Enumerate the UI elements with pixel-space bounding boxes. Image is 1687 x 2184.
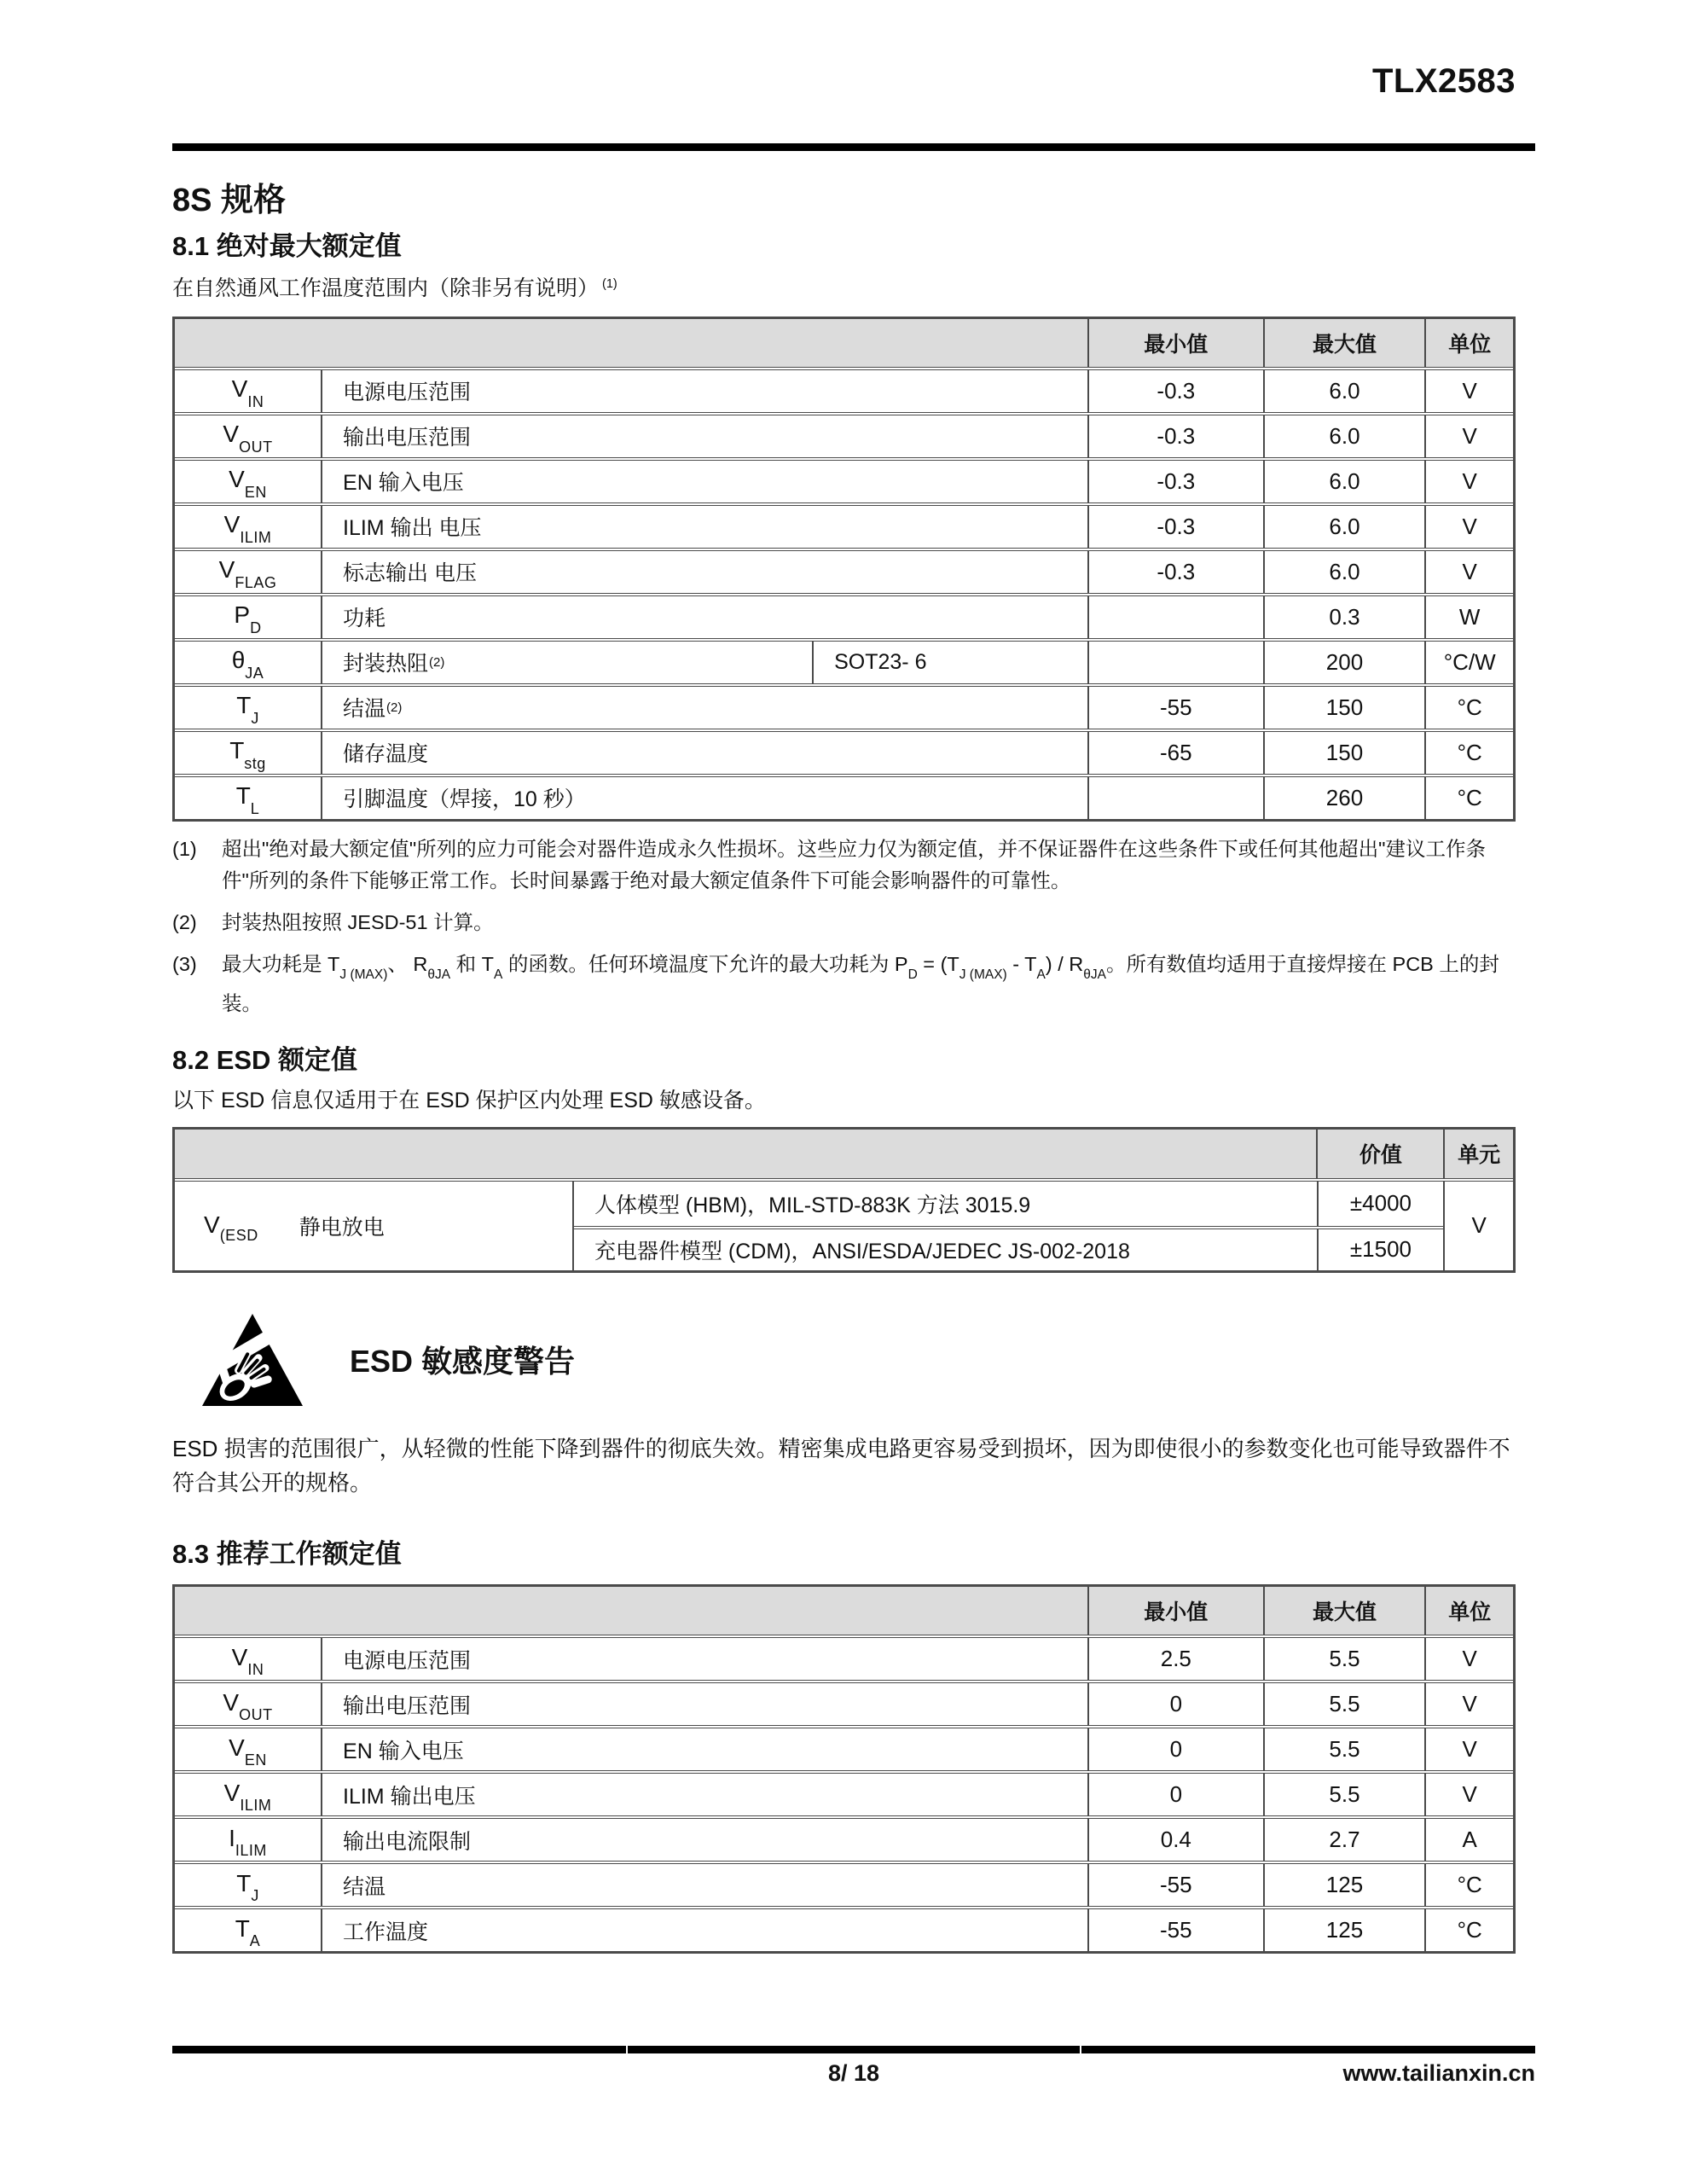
table-row <box>175 412 1513 457</box>
abs-max-ratings-table <box>172 317 1516 822</box>
footnotes <box>172 834 1516 1019</box>
description-text: 引脚温度（焊接，10 秒） <box>343 787 586 812</box>
value-cell: ±1500 <box>1317 1229 1444 1270</box>
table-row <box>175 1680 1513 1725</box>
max-cell: 5.5 <box>1263 1728 1425 1770</box>
symbol-base: T <box>236 1869 252 1896</box>
description-cell <box>321 732 1087 774</box>
symbol-subscript: EN <box>244 1751 267 1769</box>
max-cell: 125 <box>1263 1909 1425 1951</box>
symbol-cell <box>175 1638 321 1680</box>
unit-cell: V <box>1424 1683 1513 1725</box>
intro-8-1 <box>172 275 1516 303</box>
header-merged-cell <box>175 1587 1087 1635</box>
description-text: 标志输出 电压 <box>343 561 477 586</box>
symbol-base: V <box>231 1643 248 1670</box>
footnote-segment: A <box>494 967 503 982</box>
description-cell <box>321 1683 1087 1725</box>
description-text: 结温 <box>343 1874 386 1899</box>
esd-warning-title: ESD 敏感度警告 <box>350 1344 576 1380</box>
description-cell <box>321 687 1087 729</box>
footnote-segment: J (MAX) <box>959 967 1007 982</box>
table-row <box>175 457 1513 502</box>
page-footer <box>172 2046 1535 2096</box>
symbol-subscript: IN <box>247 392 264 410</box>
description-cell <box>321 551 1087 593</box>
unit-cell: °C <box>1424 1909 1513 1951</box>
header-min-cell: 最小值 <box>1087 1587 1263 1635</box>
symbol-cell <box>175 1774 321 1815</box>
value-cell: ±4000 <box>1317 1182 1444 1226</box>
table-row <box>175 1725 1513 1770</box>
header-merged-cell <box>175 319 1087 367</box>
symbol-text <box>229 737 266 772</box>
header-unit-cell: 单位 <box>1424 319 1513 367</box>
description-cell <box>321 1819 1087 1861</box>
symbol-text <box>229 1824 267 1859</box>
footnote-item <box>172 907 1516 938</box>
min-cell: 0 <box>1087 1728 1263 1770</box>
heading-8-1: 8.1 绝对最大额定值 <box>172 230 402 261</box>
recommended-ratings-table <box>172 1584 1516 1954</box>
symbol-subscript: J <box>251 709 259 727</box>
symbol-base: V <box>218 556 235 584</box>
description-text: EN 输入电压 <box>343 471 464 496</box>
description-text: ILIM 输出 电压 <box>343 516 482 541</box>
symbol-subscript: L <box>250 799 260 817</box>
table-row <box>175 367 1513 412</box>
esd-triangle-hand-icon <box>200 1312 305 1408</box>
description-cell <box>321 415 1087 457</box>
min-cell <box>1087 777 1263 819</box>
description-text: 功耗 <box>343 607 386 631</box>
header-unit-cell: 单位 <box>1424 1587 1513 1635</box>
symbol-cell <box>175 642 321 683</box>
footnote-segment: θJA <box>427 967 451 982</box>
description-cell <box>321 1909 1087 1951</box>
max-cell: 6.0 <box>1263 370 1425 412</box>
table-header-row <box>175 1130 1513 1178</box>
min-cell <box>1087 642 1263 683</box>
unit-cell: V <box>1424 1774 1513 1815</box>
page-number: 8/ 18 <box>827 2060 880 2086</box>
header-max-cell: 最大值 <box>1263 1587 1425 1635</box>
esd-ratings-table <box>172 1127 1516 1273</box>
symbol-subscript: OUT <box>239 1706 273 1723</box>
description-text: 工作温度 <box>343 1920 429 1944</box>
min-cell: -0.3 <box>1087 506 1263 548</box>
max-cell: 125 <box>1263 1864 1425 1906</box>
footnote-segment: 和 T <box>450 952 494 975</box>
table-row <box>175 593 1513 638</box>
header-max-cell: 最大值 <box>1263 319 1425 367</box>
footnote-text <box>222 834 1516 897</box>
table-row <box>175 502 1513 548</box>
description-cell <box>321 642 1087 683</box>
min-cell: -55 <box>1087 1909 1263 1951</box>
footnote-marker: (3) <box>172 952 197 975</box>
symbol-cell <box>175 370 321 412</box>
footnote-ref: (2) <box>429 654 445 670</box>
unit-cell: A <box>1424 1819 1513 1861</box>
description-text: ILIM 输出电压 <box>343 1784 476 1809</box>
website-link[interactable]: www.tailianxin.cn <box>1342 2060 1535 2086</box>
symbol-text <box>229 466 267 501</box>
model-rows <box>572 1182 1443 1270</box>
symbol-cell <box>175 596 321 638</box>
description-cell <box>321 461 1087 502</box>
footnote-ref: (2) <box>386 700 403 715</box>
footnote-segment: 。所有数值均适用于直接焊接在 PCB 上的封装。 <box>222 952 1499 1014</box>
header-unit-cell: 单元 <box>1443 1130 1513 1178</box>
max-cell: 5.5 <box>1263 1774 1425 1815</box>
symbol-text <box>231 1643 264 1678</box>
unit-cell: °C/W <box>1424 642 1513 683</box>
table-row <box>175 1861 1513 1906</box>
symbol-subscript: FLAG <box>235 573 277 591</box>
footnote-segment: - T <box>1006 952 1037 975</box>
description-cell: 人体模型 (HBM)，MIL-STD-883K 方法 3015.9 <box>594 1193 1031 1217</box>
description-cell <box>321 1774 1087 1815</box>
table-row <box>175 774 1513 819</box>
symbol-base: V <box>204 1211 220 1238</box>
footnote-segment: 最大功耗是 T <box>222 952 340 975</box>
symbol-cell <box>175 1683 321 1725</box>
symbol-base: V <box>231 375 248 403</box>
description-cell <box>321 506 1087 548</box>
max-cell: 0.3 <box>1263 596 1425 638</box>
table-row <box>574 1182 1443 1226</box>
description-text: 电源电压范围 <box>343 380 472 405</box>
symbol-subscript: ILIM <box>240 1797 272 1814</box>
symbol-base: I <box>229 1824 235 1851</box>
footnote-segment: 的函数。任何环境温度下允许的最大功耗为 P <box>502 952 908 975</box>
footnote-segment: A <box>1036 967 1046 982</box>
description-cell <box>321 1638 1087 1680</box>
min-cell: -0.3 <box>1087 370 1263 412</box>
unit-cell: V <box>1424 1728 1513 1770</box>
symbol-base: V <box>229 1734 245 1761</box>
description-cell <box>321 596 1087 638</box>
description-cell: 充电器件模型 (CDM)，ANSI/ESDA/JEDEC JS-002-2018 <box>594 1239 1130 1263</box>
symbol-text <box>229 1734 267 1769</box>
symbol-cell <box>175 1909 321 1951</box>
unit-cell: W <box>1424 596 1513 638</box>
max-cell: 200 <box>1263 642 1425 683</box>
footnote-text <box>222 949 1516 1019</box>
unit-cell: °C <box>1424 687 1513 729</box>
footnote-marker: (1) <box>172 837 197 860</box>
heading-8-2: 8.2 ESD 额定值 <box>172 1044 358 1075</box>
footnote-segment: = (T <box>917 952 959 975</box>
table-row <box>574 1226 1443 1270</box>
min-cell: -65 <box>1087 732 1263 774</box>
max-cell: 6.0 <box>1263 461 1425 502</box>
description-text: EN 输入电压 <box>343 1739 464 1763</box>
max-cell: 6.0 <box>1263 551 1425 593</box>
unit-cell: V <box>1424 551 1513 593</box>
symbol-text <box>204 1211 258 1244</box>
symbol-subscript: D <box>250 619 262 636</box>
min-cell: -55 <box>1087 1864 1263 1906</box>
footnote-segment: 、 R <box>387 952 428 975</box>
footnote-segment: ) / R <box>1045 952 1084 975</box>
max-cell: 5.5 <box>1263 1638 1425 1680</box>
min-cell <box>1087 596 1263 638</box>
symbol-cell <box>175 1864 321 1906</box>
section-heading-8s: 8S 规格 <box>172 183 287 218</box>
symbol-cell <box>175 777 321 819</box>
symbol-subscript: ILIM <box>235 1842 267 1859</box>
symbol-text <box>223 511 272 546</box>
unit-cell: V <box>1424 506 1513 548</box>
heading-8-3: 8.3 推荐工作额定值 <box>172 1538 402 1569</box>
symbol-text <box>231 647 264 682</box>
description-cell <box>321 370 1087 412</box>
table-row <box>175 683 1513 729</box>
header-merged-cell <box>175 1130 1316 1178</box>
description-text: 结温 <box>343 697 386 722</box>
unit-cell: °C <box>1424 732 1513 774</box>
symbol-base: T <box>236 692 252 719</box>
min-cell: 2.5 <box>1087 1638 1263 1680</box>
footnote-item <box>172 949 1516 1019</box>
table-row <box>175 729 1513 774</box>
table-row <box>175 1770 1513 1815</box>
esd-warning-block <box>172 1312 1516 1408</box>
table-body <box>175 1178 1513 1270</box>
header-value-cell: 价值 <box>1316 1130 1443 1178</box>
intro-8-1-footnote-ref: (1) <box>602 277 617 292</box>
footnote-segment: J (MAX) <box>339 967 388 982</box>
symbol-base: θ <box>231 647 246 674</box>
symbol-cell <box>175 732 321 774</box>
symbol-subscript: JA <box>245 664 264 682</box>
footnote-text <box>222 907 1516 938</box>
table-row <box>175 638 1513 683</box>
symbol-base: T <box>235 1914 250 1942</box>
symbol-subscript: OUT <box>239 438 273 456</box>
symbol-subscript: stg <box>244 754 266 772</box>
symbol-subscript: J <box>251 1887 259 1904</box>
description-text: 电源电压范围 <box>343 1648 472 1673</box>
symbol-name: 静电放电 <box>299 1215 385 1240</box>
description-cell <box>321 777 1087 819</box>
max-cell: 150 <box>1263 732 1425 774</box>
footnote-segment: 超出"绝对最大额定值"所列的应力可能会对器件造成永久性损坏。这些应力仅为额定值，并不保证器件在这些条件下或任何其他超出"建议工作条件"所列的条件下能够正常工作。长时间暴露于绝对最大额定值条件下可能会影响器件的可靠性。 <box>222 837 1487 892</box>
description-text: 储存温度 <box>343 742 429 767</box>
symbol-cell <box>175 461 321 502</box>
max-cell: 5.5 <box>1263 1683 1425 1725</box>
unit-cell: V <box>1424 370 1513 412</box>
symbol-text <box>234 601 262 636</box>
min-cell: -0.3 <box>1087 415 1263 457</box>
min-cell: 0.4 <box>1087 1819 1263 1861</box>
symbol-cell <box>175 506 321 548</box>
table-header-row <box>175 1587 1513 1635</box>
max-cell: 260 <box>1263 777 1425 819</box>
symbol-text <box>235 1914 261 1949</box>
min-cell: -55 <box>1087 687 1263 729</box>
header-rule <box>172 143 1535 151</box>
symbol-base: V <box>223 421 240 448</box>
footnote-segment: D <box>907 967 918 982</box>
unit-cell: °C <box>1424 1864 1513 1906</box>
footnote-segment: 封装热阻按照 JESD-51 计算。 <box>222 910 494 933</box>
symbol-text <box>236 692 259 727</box>
symbol-text <box>223 1688 273 1723</box>
table-row <box>175 1906 1513 1951</box>
intro-8-1-text: 在自然通风工作温度范围内（除非另有说明） <box>172 276 600 301</box>
unit-cell: V <box>1424 415 1513 457</box>
footnote-segment: θJA <box>1083 967 1106 982</box>
symbol-cell <box>175 1182 572 1270</box>
min-cell: 0 <box>1087 1774 1263 1815</box>
description-text: 输出电压范围 <box>343 1693 472 1718</box>
description-cell <box>321 1728 1087 1770</box>
symbol-subscript: ILIM <box>240 528 272 546</box>
doc-title: TLX2583 <box>1371 62 1516 100</box>
esd-warning-text: ESD 损害的范围很广，从轻微的性能下降到器件的彻底失效。精密集成电路更容易受到损坏，因为即使很小的参数变化也可能导致器件不符合其公开的规格。 <box>172 1435 1510 1496</box>
symbol-cell <box>175 1728 321 1770</box>
symbol-text <box>236 1869 259 1904</box>
symbol-cell <box>175 687 321 729</box>
symbol-base: V <box>223 1779 241 1806</box>
table-row <box>175 1815 1513 1861</box>
max-cell: 6.0 <box>1263 415 1425 457</box>
intro-8-2: 以下 ESD 信息仅适用于在 ESD 保护区内处理 ESD 敏感设备。 <box>172 1089 766 1113</box>
max-cell: 2.7 <box>1263 1819 1425 1861</box>
description-cell <box>321 1864 1087 1906</box>
min-cell: -0.3 <box>1087 551 1263 593</box>
symbol-text <box>235 782 260 817</box>
description-text: 输出电压范围 <box>343 426 472 450</box>
table-row <box>175 1635 1513 1680</box>
symbol-subscript: A <box>249 1932 261 1949</box>
symbol-subscript: IN <box>247 1661 264 1678</box>
symbol-base: P <box>234 601 251 629</box>
symbol-subscript: EN <box>244 483 267 501</box>
symbol-cell <box>175 551 321 593</box>
symbol-base: V <box>223 511 241 538</box>
symbol-base: T <box>235 782 251 810</box>
symbol-text <box>223 421 273 456</box>
table-row <box>175 548 1513 593</box>
max-cell: 6.0 <box>1263 506 1425 548</box>
symbol-subscript: (ESD <box>219 1226 258 1244</box>
min-cell: 0 <box>1087 1683 1263 1725</box>
symbol-base: V <box>223 1688 240 1716</box>
description-text: 封装热阻 <box>343 652 429 677</box>
description-subcell <box>322 642 812 683</box>
package-subcell: SOT23- 6 <box>812 642 1087 683</box>
max-cell: 150 <box>1263 687 1425 729</box>
header-min-cell: 最小值 <box>1087 319 1263 367</box>
symbol-text <box>218 556 277 591</box>
unit-cell: V <box>1443 1182 1513 1270</box>
symbol-text <box>231 375 264 410</box>
unit-cell: V <box>1424 461 1513 502</box>
unit-cell: °C <box>1424 777 1513 819</box>
symbol-cell <box>175 415 321 457</box>
symbol-cell <box>175 1819 321 1861</box>
min-cell: -0.3 <box>1087 461 1263 502</box>
description-text: 输出电流限制 <box>343 1829 472 1854</box>
footnote-item <box>172 834 1516 897</box>
unit-cell: V <box>1424 1638 1513 1680</box>
symbol-base: V <box>229 466 245 493</box>
symbol-text <box>223 1779 272 1814</box>
footer-rule <box>172 2046 1535 2053</box>
symbol-base: T <box>229 737 245 764</box>
table-header-row <box>175 319 1513 367</box>
footnote-marker: (2) <box>172 910 197 933</box>
